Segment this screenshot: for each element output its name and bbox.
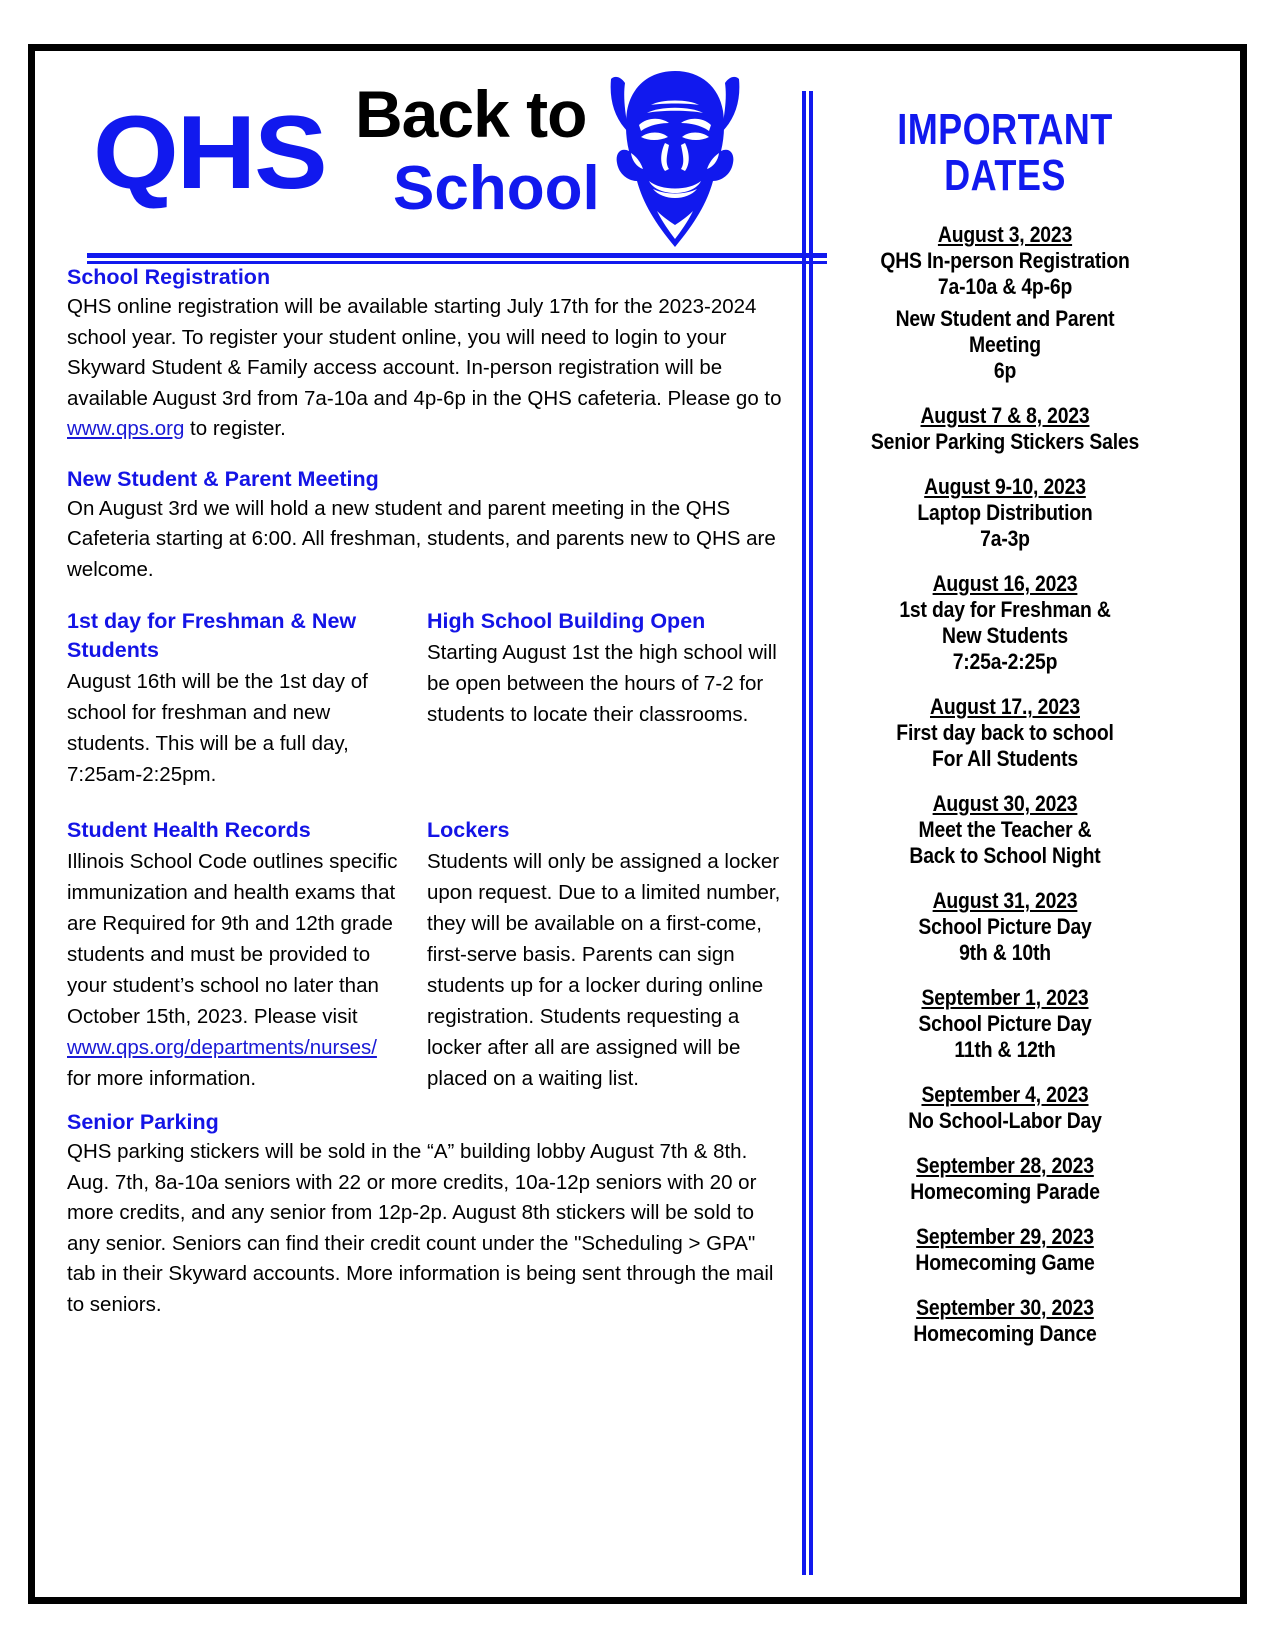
important-date-entry [825, 887, 1185, 966]
section-pair-one [67, 607, 787, 790]
section-lockers [427, 816, 785, 1094]
title-line-school: School [393, 154, 600, 223]
section-pair-two [67, 816, 787, 1094]
important-date-label: September 28, 2023 [916, 1153, 1094, 1178]
important-date-detail: 7a-3p [980, 526, 1030, 551]
blue-devil-mascot-icon [595, 61, 755, 261]
flyer-header [65, 59, 805, 249]
important-date-detail: 1st day for Freshman & [899, 597, 1111, 622]
important-date-label: August 17., 2023 [930, 694, 1080, 719]
qps-org-link[interactable]: www.qps.org [67, 417, 185, 440]
important-date-label: August 9-10, 2023 [924, 474, 1086, 499]
page-content [35, 51, 1240, 1597]
section-first-day-freshman [67, 607, 405, 790]
important-date-entry [825, 1152, 1185, 1205]
nurses-page-link[interactable]: www.qps.org/departments/nurses/ [67, 1036, 377, 1059]
section-body: August 16th will be the 1st day of school for freshman and new students. This will be a full day, 7:25am-2:25pm. [67, 670, 368, 786]
important-date-detail: QHS In-person Registration [880, 248, 1130, 273]
important-date-detail: Meet the Teacher & [918, 817, 1092, 842]
important-date-label: August 3, 2023 [937, 222, 1073, 247]
important-dates-column [825, 107, 1185, 1365]
important-date-detail: Homecoming Game [915, 1250, 1095, 1275]
important-date-detail: 9th & 10th [959, 940, 1051, 965]
section-new-student-parent-meeting [67, 465, 787, 586]
body-text-pre: Illinois School Code outlines specific immunization and health exams that are Required for 9th and 12th grade students and must be provided to your student’s school no later than October 15th, 2023. Please visit [67, 850, 398, 1028]
important-date-detail: For All Students [932, 746, 1078, 771]
section-heading: High School Building Open [427, 609, 706, 633]
important-date-detail: No School-Labor Day [908, 1108, 1102, 1133]
section-body: Students will only be assigned a locker upon request. Due to a limited number, they will be available on a first-come, first-serve basis. Parents can sign students up for a locker during online registration. Students requesting a locker after all are assigned will be placed on a waiting list. [427, 850, 781, 1090]
section-heading: Senior Parking [67, 1110, 219, 1134]
qhs-logo-text: QHS [93, 95, 326, 211]
important-date-detail: 11th & 12th [954, 1037, 1056, 1062]
important-date-label: September 29, 2023 [916, 1224, 1094, 1249]
important-date-detail: Meeting [969, 332, 1041, 357]
important-date-entry [825, 984, 1185, 1063]
important-date-detail: First day back to school [896, 720, 1114, 745]
section-body [67, 846, 405, 1094]
important-date-entry [825, 402, 1185, 455]
important-date-entry [825, 570, 1185, 675]
section-senior-parking [67, 1108, 787, 1320]
important-dates-title: IMPORTANT DATES [897, 105, 1113, 200]
body-text-post: for more information. [67, 1067, 257, 1090]
important-date-detail: 6p [993, 358, 1017, 383]
important-dates-list [825, 221, 1185, 1347]
important-date-detail: Homecoming Parade [910, 1179, 1100, 1204]
section-heading: New Student & Parent Meeting [67, 466, 379, 491]
important-date-detail: Homecoming Dance [913, 1321, 1097, 1346]
section-heading: 1st day for Freshman & New Students [67, 609, 357, 662]
important-date-detail: New Student and Parent [895, 306, 1115, 331]
important-date-label: August 31, 2023 [932, 888, 1078, 913]
important-date-label: August 16, 2023 [932, 571, 1078, 596]
important-date-label: September 30, 2023 [916, 1295, 1094, 1320]
important-date-label: September 1, 2023 [921, 985, 1089, 1010]
important-date-entry [825, 790, 1185, 869]
important-date-detail: School Picture Day [918, 1011, 1092, 1036]
important-date-detail: Back to School Night [909, 843, 1101, 868]
important-date-detail: New Students [942, 623, 1068, 648]
important-date-entry [825, 306, 1185, 384]
important-date-detail: 7:25a-2:25p [952, 649, 1058, 674]
section-body: QHS parking stickers will be sold in the “A” building lobby August 7th & 8th. Aug. 7th, 8a-10a seniors with 22 or more credits, 10a-12p seniors with 20 or more credits, and any senior from 12p-2p. August 8th stickers will be sold to any senior. Seniors can find their credit count under the "Scheduling > GPA" tab in their Skyward accounts. More information is being sent through the mail to seniors. [67, 1140, 774, 1316]
important-date-entry [825, 473, 1185, 552]
important-date-detail: School Picture Day [918, 914, 1092, 939]
section-heading: School Registration [67, 265, 271, 289]
page-border [28, 44, 1247, 1604]
section-body: On August 3rd we will hold a new student and parent meeting in the QHS Cafeteria starting at 6:00. All freshman, students, and parents new to QHS are welcome. [67, 496, 776, 581]
important-date-label: September 4, 2023 [921, 1082, 1089, 1107]
section-heading: Lockers [427, 818, 510, 842]
section-school-registration [67, 263, 787, 445]
important-date-entry [825, 1223, 1185, 1276]
important-date-entry [825, 693, 1185, 772]
important-date-detail: 7a-10a & 4p-6p [937, 274, 1073, 299]
section-body: Starting August 1st the high school will be open between the hours of 7-2 for students to locate their classrooms. [427, 641, 777, 726]
section-high-school-building-open [427, 607, 785, 790]
important-date-label: August 7 & 8, 2023 [920, 403, 1090, 428]
important-date-detail: Laptop Distribution [917, 500, 1093, 525]
important-date-entry [825, 221, 1185, 300]
section-heading: Student Health Records [67, 818, 311, 842]
section-student-health-records [67, 816, 405, 1094]
important-date-entry [825, 1294, 1185, 1347]
body-text-post: to register. [184, 417, 286, 440]
column-divider [802, 91, 813, 1575]
main-content-column [67, 263, 787, 1340]
important-date-entry [825, 1081, 1185, 1134]
section-body [67, 292, 787, 445]
body-text-pre: QHS online registration will be available starting July 17th for the 2023-2024 school year. To register your student online, you will need to login to your Skyward Student & Family access account. In-person registration will be available August 3rd from 7a-10a and 4p-6p in the QHS cafeteria. Please go to [67, 295, 782, 410]
important-date-detail: Senior Parking Stickers Sales [870, 429, 1140, 454]
title-line-back-to: Back to [355, 77, 587, 151]
important-date-label: August 30, 2023 [932, 791, 1078, 816]
